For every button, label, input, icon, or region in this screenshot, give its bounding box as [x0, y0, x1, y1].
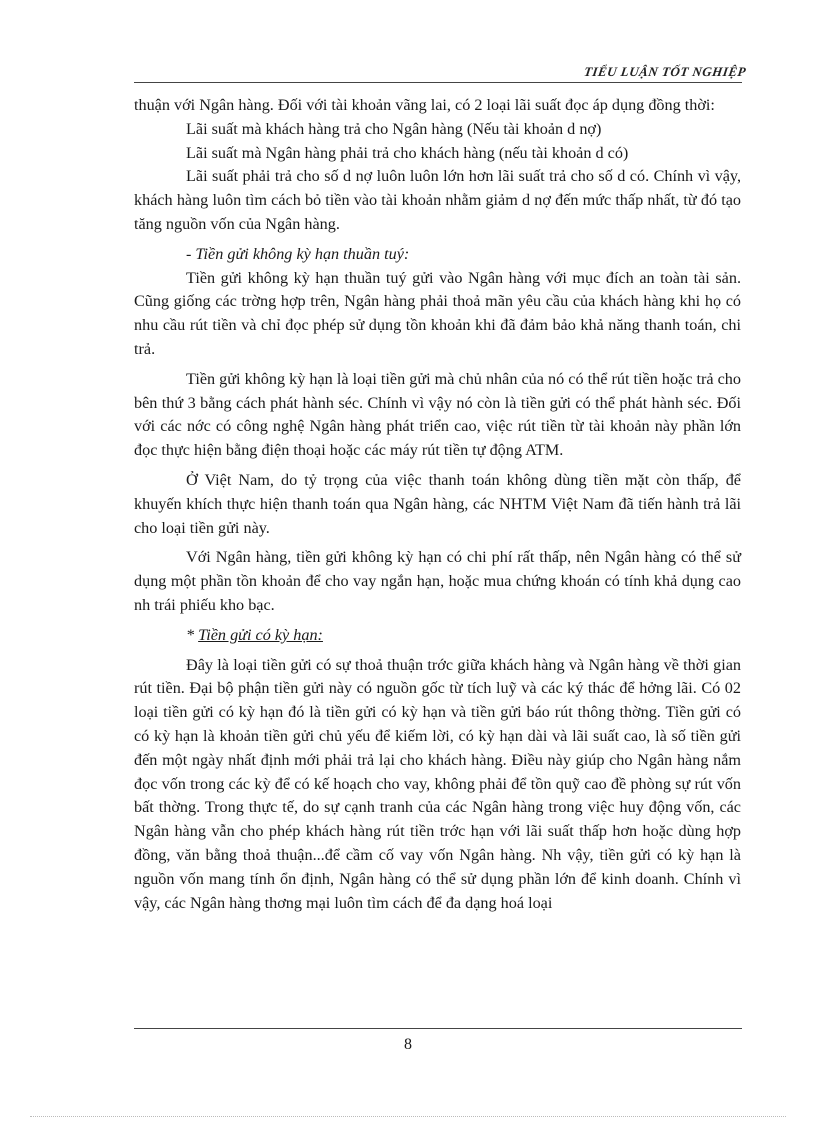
heading-term: Tiền gửi có kỳ hạn: [198, 625, 323, 644]
section-heading [134, 624, 741, 648]
paragraph: Lãi suất phải trả cho số d nợ luôn luôn lớn hơn lãi suất trả cho số d có. Chính vì vậy, khách hàng luôn tìm cách bỏ tiền vào tài khoản nhằm giảm d nợ đến mức thấp nhất, từ đó tạo tăng nguồn vốn của Ngân hàng. [134, 167, 741, 233]
heading-prefix: * [186, 625, 199, 644]
section-heading: - Tiền gửi không kỳ hạn thuần tuý: [186, 244, 410, 263]
paragraph: Tiền gửi không kỳ hạn thuần tuý gửi vào Ngân hàng với mục đích an toàn tài sản. Cũng giống các trờng hợp trên, Ngân hàng phải thoả mãn yêu cầu của khách hàng khi họ có nhu cầu rút tiền và chỉ đọc phép sử dụng tồn khoản khi đã đảm bảo khả năng thanh toán, chi trả. [134, 268, 741, 358]
header-rule [134, 82, 742, 83]
body-text [134, 94, 741, 915]
page-edge-divider [30, 1116, 786, 1117]
paragraph: Với Ngân hàng, tiền gửi không kỳ hạn có chi phí rất thấp, nên Ngân hàng có thể sử dụng một phần tồn khoản để cho vay ngắn hạn, hoặc mua chứng khoán có tính khả dụng cao nh trái phiếu kho bạc. [134, 548, 741, 614]
paragraph: Lãi suất mà khách hàng trả cho Ngân hàng (Nếu tài khoản d nợ) [186, 119, 602, 138]
running-header: TIỂU LUẬN TỐT NGHIỆP [582, 64, 748, 79]
footer-rule [134, 1028, 742, 1029]
paragraph: Đây là loại tiền gửi có sự thoả thuận trớc giữa khách hàng và Ngân hàng về thời gian rút tiền. Đại bộ phận tiền gửi này có nguồn gốc từ tích luỹ và các ký thác để hởng lãi. Có 02 loại tiền gửi có kỳ hạn đó là tiền gửi có kỳ hạn và tiền gửi báo rút thông thờng. Tiền gửi có có kỳ hạn là khoản tiền gửi chủ yếu để kiếm lời, có kỳ hạn dài và lãi suất cao, là số tiền gửi đến một ngày nhất định mới phải trả lại cho khách hàng. Điều này giúp cho Ngân hàng nắm đọc vốn trong các kỳ để có kế hoạch cho vay, không phải để tồn quỹ cao đề phòng sự rút vốn bất thờng. Trong thực tế, do sự cạnh tranh của các Ngân hàng trong việc huy động vốn, các Ngân hàng vẫn cho phép khách hàng rút tiền trớc hạn với lãi suất thấp hơn hoặc dùng hợp đồng, văn bằng thoả thuận...để cầm cố vay vốn Ngân hàng. Nh vậy, tiền gửi có kỳ hạn là nguồn vốn mang tính ổn định, Ngân hàng có thể sử dụng phần lớn để kinh doanh. Chính vì vậy, các Ngân hàng thơng mại luôn tìm cách để đa dạng hoá loại [134, 655, 741, 912]
paragraph: thuận với Ngân hàng. Đối với tài khoản vãng lai, có 2 loại lãi suất đọc áp dụng đồng thời: [134, 96, 715, 114]
paragraph: Tiền gửi không kỳ hạn là loại tiền gửi mà chủ nhân của nó có thể rút tiền hoặc trả cho bên thứ 3 bằng cách phát hành séc. Chính vì vậy nó còn là tiền gửi có thể phát hành séc. Đối với các nớc có công nghệ Ngân hàng phát triển cao, việc rút tiền từ tài khoản này phần lớn đọc thực hiện bằng điện thoại hoặc các máy rút tiền tự động ATM. [134, 369, 741, 460]
page-number: 8 [404, 1036, 412, 1053]
paragraph: Ở Việt Nam, do tỷ trọng của việc thanh toán không dùng tiền mặt còn thấp, để khuyến khích thực hiện thanh toán qua Ngân hàng, các NHTM Việt Nam đã tiến hành trả lãi cho loại tiền gửi này. [134, 470, 741, 537]
paragraph: Lãi suất mà Ngân hàng phải trả cho khách hàng (nếu tài khoản d có) [186, 143, 629, 162]
